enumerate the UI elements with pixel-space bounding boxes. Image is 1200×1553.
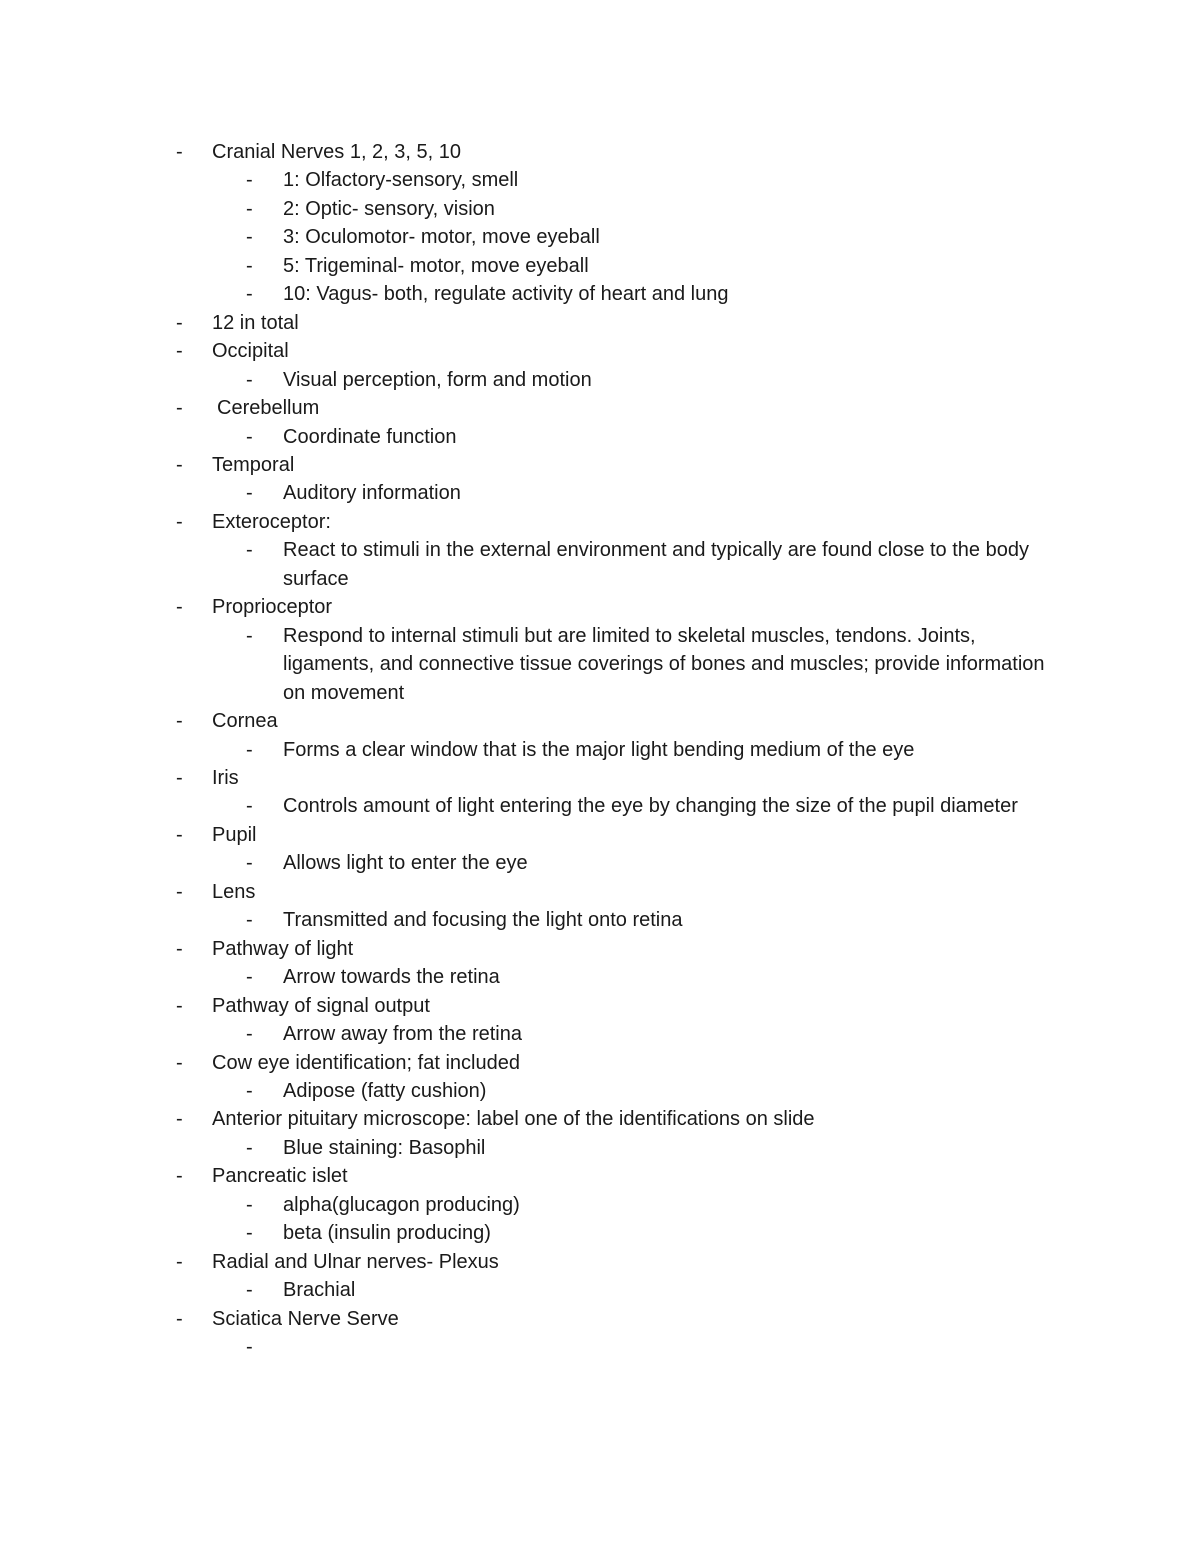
bullet-dash: - xyxy=(246,966,253,989)
sub-list-item xyxy=(0,622,1200,707)
sub-list-item xyxy=(0,1077,1200,1105)
list-item-text: Adipose (fatty cushion) xyxy=(283,1079,487,1102)
sub-list-item xyxy=(0,1020,1200,1048)
list-item-text: alpha(glucagon producing) xyxy=(283,1193,520,1216)
list-item xyxy=(0,138,1200,166)
sub-list-item xyxy=(0,792,1200,820)
bullet-dash: - xyxy=(246,197,253,220)
sub-list-item xyxy=(0,1219,1200,1247)
bullet-dash: - xyxy=(246,169,253,192)
sub-list-item xyxy=(0,1134,1200,1162)
list-item-text: 12 in total xyxy=(212,311,299,334)
bullet-dash: - xyxy=(176,1250,183,1273)
sub-list-item xyxy=(0,736,1200,764)
bullet-dash: - xyxy=(246,1336,253,1359)
sub-list-item xyxy=(0,1276,1200,1304)
list-item-text: Cow eye identification; fat included xyxy=(212,1051,520,1074)
list-item-text: Blue staining: Basophil xyxy=(283,1136,486,1159)
bullet-dash: - xyxy=(176,937,183,960)
list-item xyxy=(0,337,1200,365)
list-item xyxy=(0,508,1200,536)
list-item-text: 1: Olfactory-sensory, smell xyxy=(283,169,519,192)
list-item xyxy=(0,1162,1200,1190)
bullet-dash: - xyxy=(246,539,253,562)
list-item-text: Proprioceptor xyxy=(212,596,333,619)
bullet-dash: - xyxy=(246,1193,253,1216)
list-item-text: Temporal xyxy=(212,453,295,476)
list-item-text: Auditory information xyxy=(283,482,461,505)
bullet-dash: - xyxy=(246,795,253,818)
sub-list-item xyxy=(0,536,1200,593)
list-item-text: beta (insulin producing) xyxy=(283,1222,491,1245)
sub-list-item xyxy=(0,963,1200,991)
list-item-text: Cerebellum xyxy=(217,397,320,420)
list-item xyxy=(0,878,1200,906)
bullet-dash: - xyxy=(176,453,183,476)
sub-list-item xyxy=(0,423,1200,451)
list-item xyxy=(0,1105,1200,1133)
bullet-dash: - xyxy=(246,226,253,249)
bullet-dash: - xyxy=(176,311,183,334)
list-item xyxy=(0,1248,1200,1276)
list-item-text: Brachial xyxy=(283,1279,356,1302)
bullet-dash: - xyxy=(176,880,183,903)
bullet-dash: - xyxy=(246,909,253,932)
bullet-dash: - xyxy=(176,710,183,733)
list-item-text: 10: Vagus- both, regulate activity of heart and lung xyxy=(283,283,729,306)
bullet-dash: - xyxy=(176,1051,183,1074)
bullet-dash: - xyxy=(176,397,183,420)
list-item-text: Pancreatic islet xyxy=(212,1165,348,1188)
list-item-text: Cornea xyxy=(212,710,278,733)
list-item-text: Anterior pituitary microscope: label one of the identifications on slide xyxy=(212,1108,815,1131)
sub-list-item xyxy=(0,366,1200,394)
list-item-text: Pathway of signal output xyxy=(212,994,430,1017)
sub-list-item xyxy=(0,849,1200,877)
list-item-text: Occipital xyxy=(212,340,289,363)
bullet-dash: - xyxy=(246,368,253,391)
list-item-text: Iris xyxy=(212,766,239,789)
bullet-dash: - xyxy=(246,1279,253,1302)
list-item-text: 5: Trigeminal- motor, move eyeball xyxy=(283,254,589,277)
sub-list-item xyxy=(0,479,1200,507)
bullet-dash: - xyxy=(176,1307,183,1330)
bullet-dash: - xyxy=(246,1136,253,1159)
bullet-dash: - xyxy=(176,340,183,363)
sub-list-item xyxy=(0,195,1200,223)
bullet-dash: - xyxy=(176,141,183,163)
list-item xyxy=(0,1049,1200,1077)
bullet-dash: - xyxy=(246,738,253,761)
bullet-dash: - xyxy=(176,994,183,1017)
sub-list-item xyxy=(0,166,1200,194)
list-item-text: React to stimuli in the external environment and typically are found close to the body surface xyxy=(283,539,1029,590)
list-item-text: Visual perception, form and motion xyxy=(283,368,592,391)
list-item-text: 2: Optic- sensory, vision xyxy=(283,197,495,220)
notes-list xyxy=(0,138,1200,1361)
list-item-text: Coordinate function xyxy=(283,425,457,448)
list-item-text: Cranial Nerves 1, 2, 3, 5, 10 xyxy=(212,141,462,163)
list-item xyxy=(0,1305,1200,1333)
list-item-text: Pupil xyxy=(212,823,257,846)
list-item-text: Transmitted and focusing the light onto retina xyxy=(283,909,683,932)
list-item xyxy=(0,394,1200,422)
list-item-text: Lens xyxy=(212,880,256,903)
list-item xyxy=(0,593,1200,621)
sub-list-item xyxy=(0,1333,1200,1361)
list-item-text: Radial and Ulnar nerves- Plexus xyxy=(212,1250,499,1273)
list-item-text: Pathway of light xyxy=(212,937,354,960)
bullet-dash: - xyxy=(246,1079,253,1102)
list-item xyxy=(0,707,1200,735)
bullet-dash: - xyxy=(176,510,183,533)
list-item-text: Arrow away from the retina xyxy=(283,1023,522,1046)
bullet-dash: - xyxy=(246,624,253,647)
bullet-dash: - xyxy=(246,852,253,875)
sub-list-item xyxy=(0,1191,1200,1219)
sub-list-item xyxy=(0,906,1200,934)
sub-list-item xyxy=(0,280,1200,308)
bullet-dash: - xyxy=(176,1108,183,1131)
bullet-dash: - xyxy=(246,283,253,306)
list-item-text: Respond to internal stimuli but are limited to skeletal muscles, tendons. Joints, ligaments, and connective tissue coverings of bones and muscles; provide information on movement xyxy=(283,624,1045,704)
bullet-dash: - xyxy=(246,425,253,448)
list-item xyxy=(0,821,1200,849)
bullet-dash: - xyxy=(176,766,183,789)
bullet-dash: - xyxy=(246,482,253,505)
list-item xyxy=(0,764,1200,792)
list-item xyxy=(0,309,1200,337)
list-item-text: Sciatica Nerve Serve xyxy=(212,1307,399,1330)
list-item-text: Controls amount of light entering the eye by changing the size of the pupil diameter xyxy=(283,795,1018,818)
list-item xyxy=(0,451,1200,479)
bullet-dash: - xyxy=(246,254,253,277)
list-item xyxy=(0,992,1200,1020)
list-item-text: 3: Oculomotor- motor, move eyeball xyxy=(283,226,600,249)
list-item-text: Exteroceptor: xyxy=(212,510,331,533)
list-item-text: Forms a clear window that is the major light bending medium of the eye xyxy=(283,738,915,761)
bullet-dash: - xyxy=(176,823,183,846)
sub-list-item xyxy=(0,252,1200,280)
list-item-text xyxy=(283,1333,1053,1361)
bullet-dash: - xyxy=(246,1023,253,1046)
bullet-dash: - xyxy=(246,1222,253,1245)
list-item-text: Arrow towards the retina xyxy=(283,966,500,989)
bullet-dash: - xyxy=(176,596,183,619)
sub-list-item xyxy=(0,223,1200,251)
list-item xyxy=(0,935,1200,963)
list-item-text: Allows light to enter the eye xyxy=(283,852,528,875)
bullet-dash: - xyxy=(176,1165,183,1188)
